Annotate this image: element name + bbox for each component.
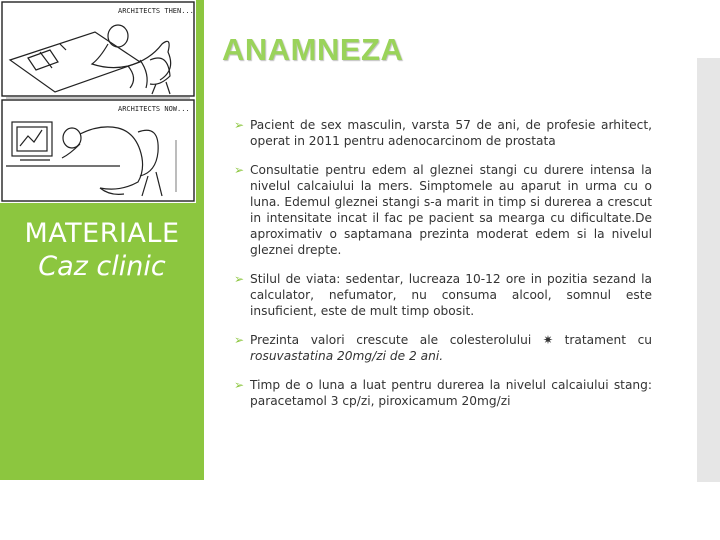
arrow-bullet-icon: ➢ (234, 118, 245, 132)
bullet-text: Prezinta valori crescute ale colesterolului (250, 333, 532, 347)
green-tab-accent (196, 62, 204, 203)
sidebar-title-block (0, 218, 204, 282)
bullet-text-continued: tratament cu (553, 333, 653, 347)
bullet-text-italic: rosuvastatina 20mg/zi de 2 ani. (250, 349, 444, 363)
sidebar-title: MATERIALE (24, 218, 180, 249)
bullet-item (234, 377, 652, 409)
right-gray-bar (697, 58, 720, 482)
page-title: ANAMNEZA (222, 32, 404, 67)
bullet-text: Pacient de sex masculin, varsta 57 de ani, de profesie arhitect, operat in 2011 pentru adenocarcinom de prostata (250, 118, 652, 148)
arrow-bullet-icon: ➢ (234, 378, 245, 392)
bullet-text: Consultatie pentru edem al gleznei stangi cu durere intensa la nivelul calcaiului la mers. Simptomele au aparut in urma cu o luna. Edemul gleznei stangi s-a marit in timp si durerea a crescut in intensitate incat il fac pe pacient sa mearga cu dificultate.De aproximativ o saptamana prezinta moderat edem si la nivelul gleznei drepte. (250, 163, 652, 257)
bullet-item (234, 332, 652, 364)
sidebar-subtitle: Caz clinic (38, 251, 166, 282)
arrow-bullet-icon: ➢ (234, 333, 245, 347)
bullet-item (234, 271, 652, 319)
architect-cartoon-drawing (0, 0, 196, 203)
cartoon-caption-top: ARCHITECTS THEN... (118, 7, 194, 15)
bullet-text: Timp de o luna a luat pentru durerea la nivelul calcaiului stang: paracetamol 3 cp/zi, piroxicamum 20mg/zi (250, 378, 652, 408)
architect-cartoon-image (0, 0, 196, 203)
cartoon-caption-bottom: ARCHITECTS NOW... (118, 105, 190, 113)
bullet-item (234, 162, 652, 258)
arrow-bullet-icon: ➢ (234, 163, 245, 177)
gear-icon: ✷ (542, 333, 554, 347)
bullet-text: Stilul de viata: sedentar, lucreaza 10-12 ore in pozitia sezand la calculator, nefumator, nu consuma alcool, somnul este insuficient, este de mult timp obosit. (250, 272, 652, 318)
bullet-item (234, 117, 652, 149)
arrow-bullet-icon: ➢ (234, 272, 245, 286)
anamnesis-bullet-list (234, 117, 652, 422)
